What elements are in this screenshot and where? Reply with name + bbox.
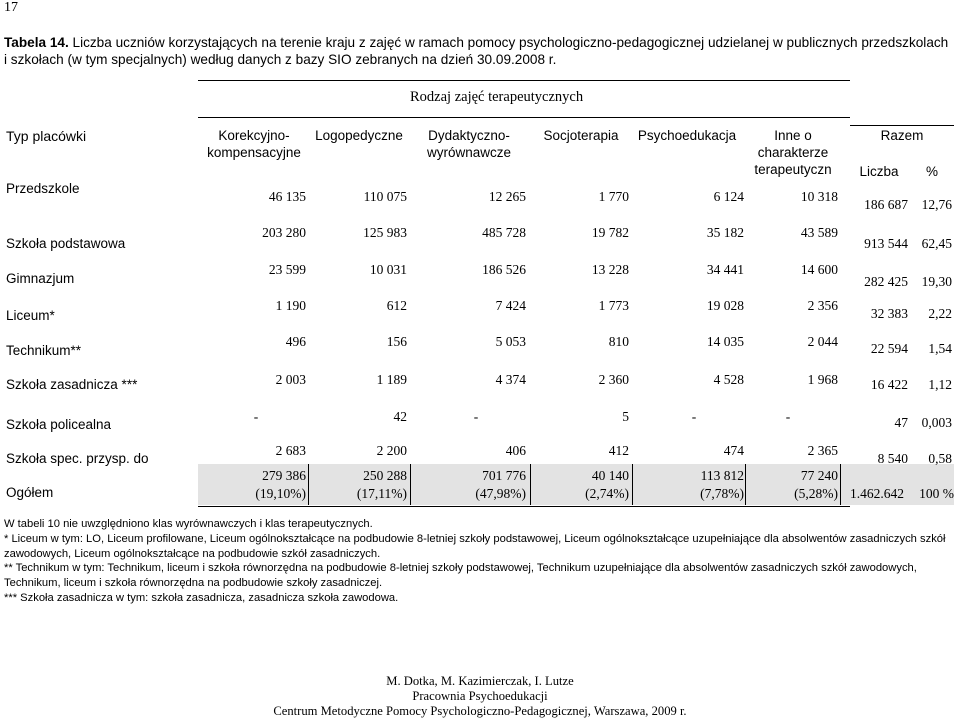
col-header-socjoterapia: Socjoterapia <box>543 128 619 143</box>
total-cell: 40 140 <box>591 468 629 483</box>
row-label: Szkoła spec. przysp. do <box>6 451 149 466</box>
table-cell: 13 228 <box>591 262 629 277</box>
table-cell: 4 374 <box>495 372 526 387</box>
table-cell: 4 528 <box>713 372 744 387</box>
total-cell-percent: (47,98%) <box>475 486 526 501</box>
row-total-count: 47 <box>894 415 908 430</box>
table-cell: 46 135 <box>268 189 306 204</box>
table-cell: 1 773 <box>598 298 629 313</box>
row-total-count: 913 544 <box>864 236 908 251</box>
row-label: Liceum* <box>6 308 55 323</box>
row-total-percent: 62,45 <box>921 236 952 251</box>
table-cell: - <box>253 409 259 424</box>
col-header-inne: Inne o charakterze terapeutyczn <box>754 128 832 177</box>
table-title <box>4 34 954 68</box>
table-cell: - <box>785 409 791 424</box>
row-total-count: 22 594 <box>870 341 908 356</box>
table-cell: 406 <box>505 443 526 458</box>
razem-header: Razem <box>880 128 924 143</box>
table-cell: 12 265 <box>488 189 526 204</box>
table-cell: 1 190 <box>275 298 306 313</box>
table-cell: 19 782 <box>591 225 629 240</box>
table-cell: 125 983 <box>363 225 407 240</box>
total-cell-percent: (17,11%) <box>356 486 407 501</box>
table-cell: 496 <box>285 334 306 349</box>
col-header-korekcyjno: Korekcyjno-kompensacyjne <box>207 128 301 160</box>
table-cell: 2 360 <box>598 372 629 387</box>
table-cell: 186 526 <box>482 262 526 277</box>
grand-total-count: 1.462.642 <box>850 486 904 501</box>
table-cell: 156 <box>386 334 407 349</box>
grand-total-percent: 100 % <box>919 486 954 501</box>
super-header: Rodzaj zajęć terapeutycznych <box>410 89 584 105</box>
page-number: 17 <box>4 0 18 15</box>
footnote: * Liceum w tym: LO, Liceum profilowane, Liceum ogólnokształcące na podbudowie 8-letniej szkoły podstawowej, Liceum ogólnokształcące uzupełniające dla absolwentów zasadniczych szkół zawodowych, Liceum ogólnokształcące na podbudowie szkół zasadniczych. <box>4 532 946 560</box>
table-cell: 2 683 <box>275 443 306 458</box>
total-label: Ogółem <box>6 485 54 500</box>
credit-unit: Pracownia Psychoedukacji <box>412 689 548 703</box>
table-cell: 1 968 <box>807 372 838 387</box>
table-cell: 14 600 <box>800 262 838 277</box>
table-cell: 10 031 <box>369 262 407 277</box>
type-header: Typ placówki <box>6 128 87 144</box>
total-cell: 701 776 <box>482 468 526 483</box>
row-label: Szkoła policealna <box>6 417 112 432</box>
table-cell: 810 <box>608 334 629 349</box>
col-header-logopedyczne: Logopedyczne <box>315 128 403 143</box>
table-cell: 412 <box>608 443 629 458</box>
table-cell: 110 075 <box>363 189 407 204</box>
footnotes <box>4 517 958 606</box>
table-cell: - <box>473 409 479 424</box>
table-cell: 485 728 <box>482 225 526 240</box>
table-cell: 612 <box>386 298 407 313</box>
row-label: Przedszkole <box>6 181 80 196</box>
table-cell: 10 318 <box>800 189 838 204</box>
table-cell: 2 044 <box>807 334 838 349</box>
row-total-count: 8 540 <box>877 451 908 466</box>
table-label: Tabela 14. <box>4 35 69 50</box>
footnote: W tabeli 10 nie uwzględniono klas wyrównawczych i klas terapeutycznych. <box>4 518 373 530</box>
table-cell: 14 035 <box>706 334 744 349</box>
total-cell-percent: (7,78%) <box>700 486 744 501</box>
total-cell-percent: (5,28%) <box>794 486 838 501</box>
col-header-psychoedukacja: Psychoedukacja <box>637 128 737 143</box>
table-cell: 2 200 <box>376 443 407 458</box>
row-total-percent: 12,76 <box>921 197 952 212</box>
table-cell: 43 589 <box>800 225 838 240</box>
total-cell-percent: (19,10%) <box>255 486 306 501</box>
table-cell: 474 <box>723 443 744 458</box>
header-divider <box>198 117 850 118</box>
table-caption: Liczba uczniów korzystających na terenie kraju z zajęć w ramach pomocy psychologiczno-pedagogicznej udzielanej w publicznych przedszkolach i szkołach (w tym specjalnych) według danych z bazy SIO zebranych na dzień 30.09.2008 r. <box>4 35 949 67</box>
table-cell: - <box>691 409 697 424</box>
pct-header: % <box>925 164 938 179</box>
footnote: ** Technikum w tym: Technikum, liceum i szkoła równorzędna na podbudowie 8-letniej szkoły podstawowej, Technikum uzupełniające dla absolwentów zasadniczych szkół zawodowych, Technikum, liceum i szkoła równorzędna na podbudowie szkoły zasadniczej. <box>4 562 917 590</box>
table-cell: 19 028 <box>706 298 744 313</box>
credits <box>0 674 960 719</box>
credit-institution: Centrum Metodyczne Pomocy Psychologiczno-Pedagogicznej, Warszawa, 2009 r. <box>273 704 687 718</box>
table-cell: 7 424 <box>495 298 526 313</box>
table-cell: 1 189 <box>376 372 407 387</box>
row-total-percent: 1,54 <box>928 341 952 356</box>
total-cell: 279 386 <box>262 468 306 483</box>
footnote: *** Szkoła zasadnicza w tym: szkoła zasadnicza, zasadnicza szkoła zawodowa. <box>4 591 399 604</box>
total-cell: 250 288 <box>363 468 407 483</box>
row-total-count: 282 425 <box>864 274 908 289</box>
table-cell: 6 124 <box>713 189 744 204</box>
row-label: Gimnazjum <box>6 271 75 286</box>
table-cell: 2 365 <box>807 443 838 458</box>
row-label: Technikum** <box>6 343 82 358</box>
row-total-percent: 2,22 <box>928 306 952 321</box>
table-cell: 5 053 <box>495 334 526 349</box>
row-label: Szkoła podstawowa <box>6 236 126 251</box>
table-cell: 2 003 <box>275 372 306 387</box>
row-total-percent: 0,58 <box>928 451 952 466</box>
table-cell: 5 <box>622 409 629 424</box>
row-total-percent: 1,12 <box>928 377 952 392</box>
table-cell: 2 356 <box>807 298 838 313</box>
total-cell: 77 240 <box>800 468 838 483</box>
table-cell: 42 <box>393 409 407 424</box>
row-total-count: 32 383 <box>870 306 908 321</box>
liczba-header: Liczba <box>859 164 899 179</box>
row-total-percent: 19,30 <box>921 274 952 289</box>
table-cell: 35 182 <box>706 225 744 240</box>
row-label: Szkoła zasadnicza *** <box>6 377 138 392</box>
credit-authors: M. Dotka, M. Kazimierczak, I. Lutze <box>386 674 574 688</box>
row-total-count: 186 687 <box>864 197 908 212</box>
table-cell: 1 770 <box>598 189 629 204</box>
table-cell: 23 599 <box>268 262 306 277</box>
total-cell-percent: (2,74%) <box>585 486 629 501</box>
row-total-count: 16 422 <box>870 377 908 392</box>
total-cell: 113 812 <box>700 468 744 483</box>
table-cell: 34 441 <box>706 262 744 277</box>
col-header-dydaktyczno: Dydaktyczno-wyrównawcze <box>426 128 512 160</box>
table-cell: 203 280 <box>262 225 306 240</box>
row-total-percent: 0,003 <box>921 415 952 430</box>
